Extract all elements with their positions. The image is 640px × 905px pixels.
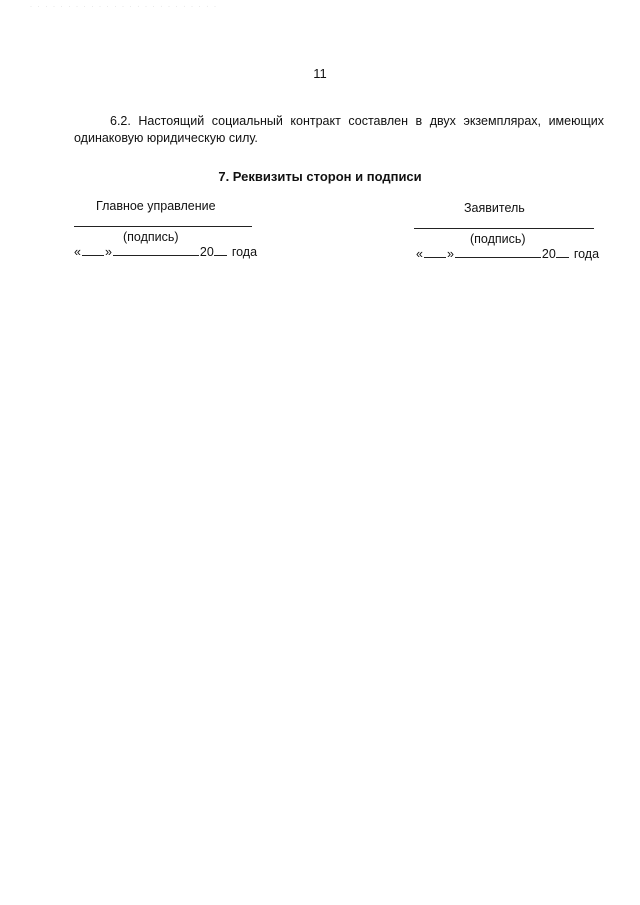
date-month-blank [113,244,199,256]
date-line-right [416,246,599,261]
page-number: 11 [313,66,327,81]
date-suffix: года [231,245,258,259]
party-left-title: Главное управление [96,199,216,213]
signature-caption-right: (подпись) [470,232,526,246]
scan-artifact-strip: · · · · · · · · · · · · · · · · · · · · · · · · · [30,4,218,10]
date-century: 20 [199,245,214,259]
date-line-left [74,244,257,259]
date-day-blank [424,246,446,258]
signature-line-left [74,226,252,227]
date-year-blank [556,246,569,258]
date-month-blank [455,246,541,258]
date-day-blank [82,244,104,256]
date-close-quote: » [446,247,454,261]
date-year-blank [214,244,227,256]
section-heading: 7. Реквизиты сторон и подписи [218,169,422,184]
date-century: 20 [541,247,556,261]
date-close-quote: » [104,245,112,259]
signature-caption-left: (подпись) [123,230,179,244]
date-open-quote: « [74,245,81,259]
date-open-quote: « [416,247,423,261]
paragraph-6-2: 6.2. Настоящий социальный контракт составлен в двух экземплярах, имеющих одинаковую юридическую силу. [74,114,604,145]
party-right-title: Заявитель [464,201,525,215]
signature-line-right [414,228,594,229]
date-suffix: года [573,247,600,261]
